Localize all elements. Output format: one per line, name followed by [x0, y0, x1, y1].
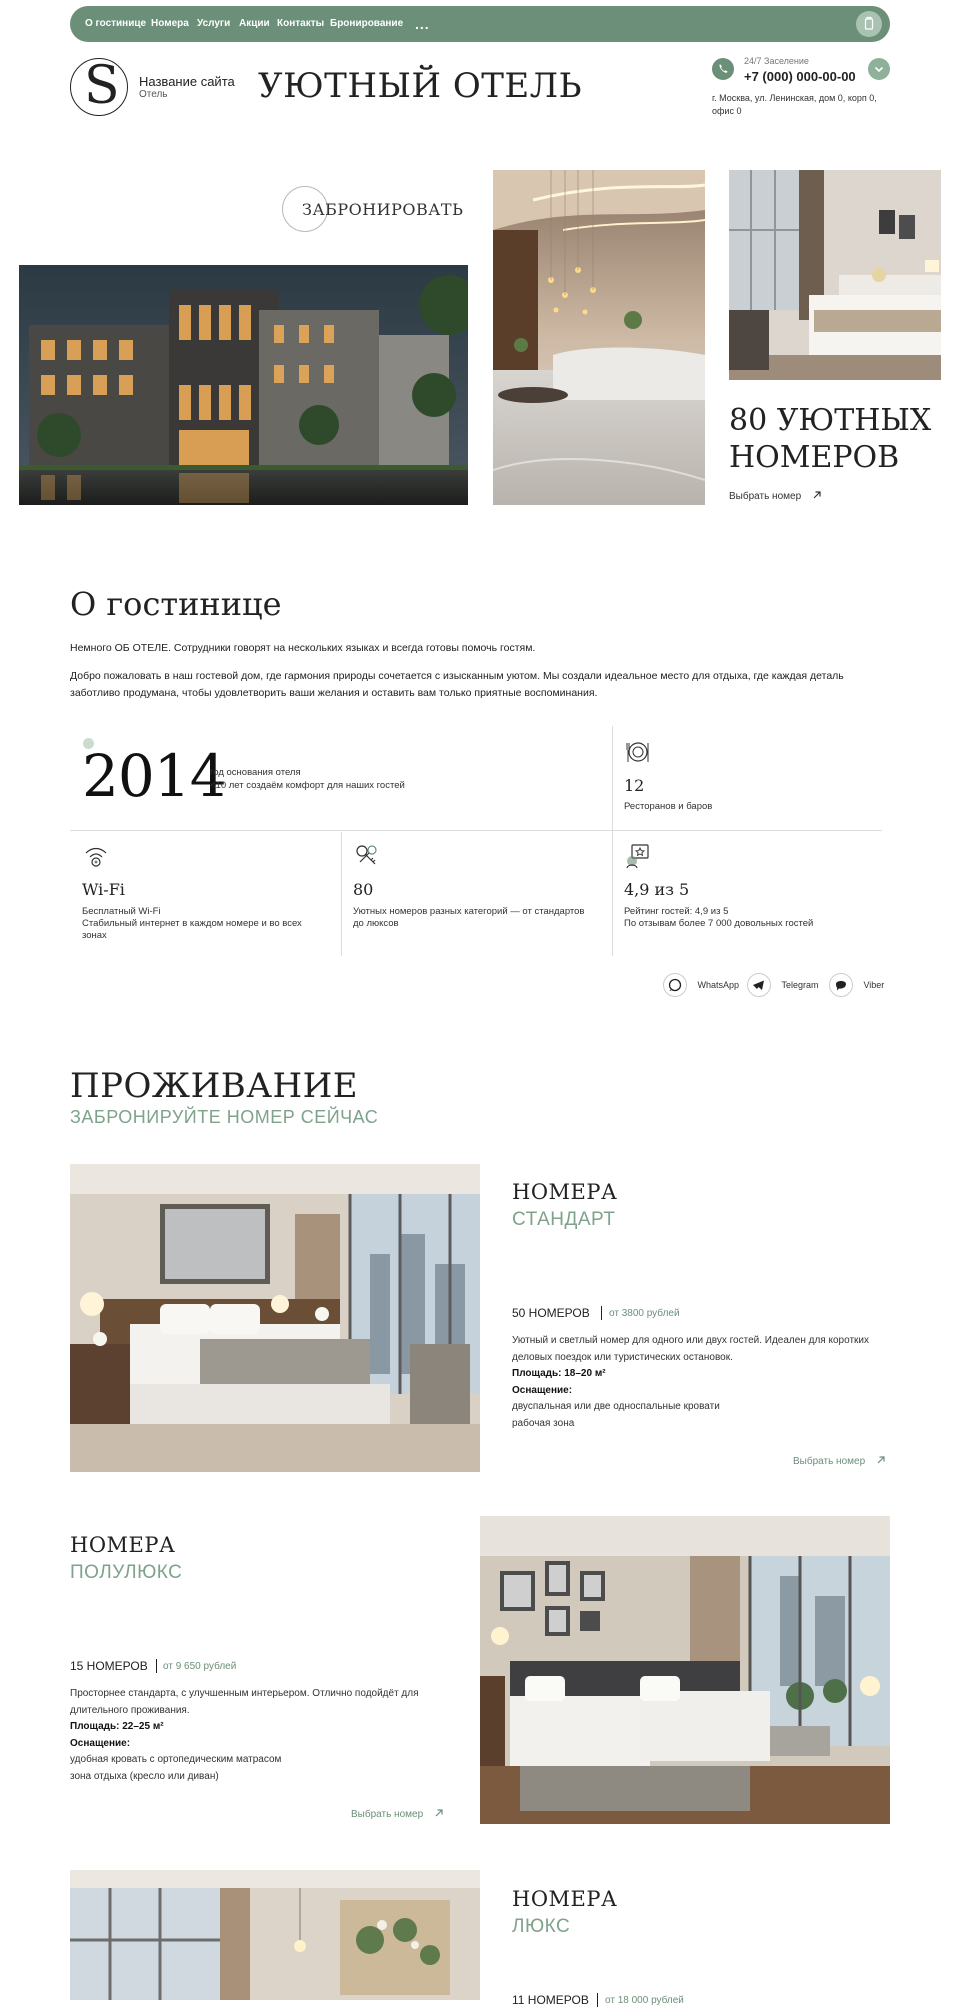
restaurants-count: 12 — [624, 776, 645, 795]
choose-room-label: Выбрать номер — [351, 1809, 424, 1820]
arrow-up-right-icon — [434, 1808, 444, 1818]
viber-label: Viber — [863, 980, 885, 990]
restaurants-label: Ресторанов и баров — [624, 801, 713, 812]
nav-item-rooms[interactable]: Номера — [151, 18, 189, 29]
standard-room-type: СТАНДАРТ — [512, 1209, 616, 1230]
whatsapp-label: WhatsApp — [697, 980, 739, 990]
telegram-label: Telegram — [781, 980, 819, 990]
whatsapp-link[interactable] — [663, 973, 739, 997]
wifi-desc-line: Бесплатный Wi-Fi — [82, 906, 161, 917]
arrow-up-right-icon — [812, 490, 822, 500]
phone-icon[interactable] — [712, 58, 734, 80]
wifi-icon — [82, 842, 110, 870]
standard-room-count: 50 НОМЕРОВ — [512, 1306, 590, 1320]
choose-room-label: Выбрать номер — [793, 1456, 866, 1467]
nav-item-services[interactable]: Услуги — [197, 18, 231, 29]
room-desc-line: Уютный и светлый номер для одного или двух гостей. Идеален для коротких — [512, 1335, 869, 1346]
rating-icon — [624, 842, 652, 870]
book-button[interactable]: ЗАБРОНИРОВАТЬ — [302, 200, 464, 219]
standard-room-heading: НОМЕРА — [512, 1180, 618, 1204]
chevron-down-icon[interactable] — [868, 58, 890, 80]
restaurant-icon — [624, 738, 652, 766]
telegram-icon — [747, 973, 771, 997]
lux-room-price: от 18 000 рублей — [605, 1995, 684, 2006]
site-name: Название сайта — [139, 74, 235, 89]
standard-choose-room-link[interactable] — [793, 1451, 886, 1469]
semilux-choose-room-link[interactable] — [351, 1804, 444, 1822]
price-separator — [597, 1993, 598, 2007]
whatsapp-icon — [663, 973, 687, 997]
room-equipment-item: зона отдыха (кресло или диван) — [70, 1770, 219, 1782]
hotel-exterior-image — [19, 265, 468, 505]
rooms-description — [353, 906, 584, 930]
site-subtitle: Отель — [139, 89, 168, 100]
telegram-link[interactable] — [747, 973, 818, 997]
hotel-room-image — [729, 170, 941, 380]
wifi-desc-line: зонах — [82, 930, 107, 941]
address: г. Москва, ул. Ленинская, дом 0, корп 0, офис 0 — [712, 93, 877, 116]
viber-icon — [829, 973, 853, 997]
nav-item-booking[interactable]: Бронирование — [330, 18, 404, 29]
semilux-room-price: от 9 650 рублей — [163, 1661, 237, 1672]
rating-desc-line: Рейтинг гостей: 4,9 из 5 — [624, 906, 729, 917]
logo-letter: S — [84, 56, 120, 116]
room-desc-line: длительного проживания. — [70, 1704, 190, 1716]
wifi-desc-line: Стабильный интернет в каждом номере и во всех — [82, 918, 302, 929]
lux-room-heading: НОМЕРА — [512, 1887, 618, 1911]
wifi-description — [82, 906, 302, 942]
room-equipment-item: удобная кровать с ортопедическим матрасом — [70, 1754, 282, 1765]
room-equipment-item: рабочая зона — [512, 1417, 575, 1429]
arrow-up-right-icon — [876, 1455, 886, 1465]
hero-choose-room-link[interactable] — [729, 486, 822, 504]
working-hours: 24/7 Заселение — [744, 56, 809, 66]
keys-icon — [353, 842, 381, 870]
cart-icon[interactable] — [856, 11, 882, 37]
living-title: ПРОЖИВАНИЕ — [70, 1066, 359, 1106]
rooms-total: 80 — [353, 880, 374, 899]
semilux-room-description — [70, 1686, 450, 1785]
room-area: Площадь: 22–25 м² — [70, 1721, 164, 1732]
wifi-title: Wi-Fi — [82, 880, 125, 899]
rooms-count-heading — [729, 402, 949, 476]
room-equipment-label: Оснащение: — [70, 1737, 131, 1749]
semilux-room-heading: НОМЕРА — [70, 1533, 176, 1557]
price-separator — [156, 1659, 157, 1673]
rating-value: 4,9 из 5 — [624, 880, 690, 899]
rooms-desc-line: до люксов — [353, 918, 399, 929]
rooms-count-line2: НОМЕРОВ — [729, 440, 900, 475]
room-equipment-item: двуспальная или две односпальные кровати — [512, 1401, 720, 1412]
nav-more-button[interactable]: ... — [415, 16, 430, 32]
choose-room-label: Выбрать номер — [729, 491, 802, 502]
rating-desc-line: По отзывам более 7 000 довольных гостей — [624, 918, 814, 929]
top-navigation — [70, 6, 890, 42]
standard-room-description — [512, 1333, 892, 1432]
hotel-lobby-image — [493, 170, 705, 505]
viber-link[interactable] — [829, 973, 884, 997]
room-equipment-label: Оснащение: — [512, 1384, 573, 1396]
founding-year-caption: <10 лет создаём комфорт для наших гостей — [210, 780, 405, 791]
price-separator — [601, 1306, 602, 1320]
semilux-room-image — [480, 1516, 890, 1824]
founding-year: 2014 — [82, 742, 226, 810]
room-desc-line: Просторнее стандарта, с улучшенным интерьером. Отлично подойдёт для — [70, 1688, 419, 1699]
stats-divider-vertical — [612, 726, 613, 956]
semilux-room-type: ПОЛУЛЮКС — [70, 1562, 183, 1583]
hotel-title: УЮТНЫЙ ОТЕЛЬ — [258, 66, 583, 106]
stats-divider-horizontal — [70, 830, 882, 831]
phone-number[interactable]: +7 (000) 000-00-00 — [744, 69, 856, 84]
founding-year-label: год основания отеля — [210, 767, 301, 778]
nav-item-promos[interactable]: Акции — [239, 18, 270, 29]
standard-room-image — [70, 1164, 480, 1472]
room-area: Площадь: 18–20 м² — [512, 1368, 606, 1379]
nav-item-contacts[interactable]: Контакты — [277, 18, 325, 29]
about-description: Добро пожаловать в наш гостевой дом, где гармония природы сочетается с изысканным уютом. Мы создали идеальное место для отдыха, где каждая деталь заботливо продумана, чтобы удовлетворить ваши желания и оставить вам только приятные воспоминания. — [70, 670, 844, 699]
about-title: О гостинице — [70, 585, 282, 623]
founding-year-note — [210, 766, 405, 792]
stats-divider-vertical — [341, 832, 342, 956]
lux-room-count: 11 НОМЕРОВ — [512, 1993, 589, 2007]
about-intro: Немного ОБ ОТЕЛЕ. Сотрудники говорят на нескольких языках и всегда готовы помочь гостям. — [70, 642, 536, 654]
nav-item-about[interactable]: О гостинице — [85, 18, 147, 29]
rating-description — [624, 906, 813, 930]
lux-room-type: ЛЮКС — [512, 1916, 571, 1937]
semilux-room-count: 15 НОМЕРОВ — [70, 1659, 148, 1673]
living-subtitle: ЗАБРОНИРУЙТЕ НОМЕР СЕЙЧАС — [70, 1107, 379, 1127]
rooms-desc-line: Уютных номеров разных категорий — от стандартов — [353, 906, 585, 917]
rooms-count-line1: 80 УЮТНЫХ — [729, 403, 932, 438]
room-desc-line: деловых поездок или туристических остановок. — [512, 1351, 733, 1363]
lux-room-image — [70, 1870, 480, 2000]
standard-room-price: от 3800 рублей — [609, 1308, 680, 1319]
